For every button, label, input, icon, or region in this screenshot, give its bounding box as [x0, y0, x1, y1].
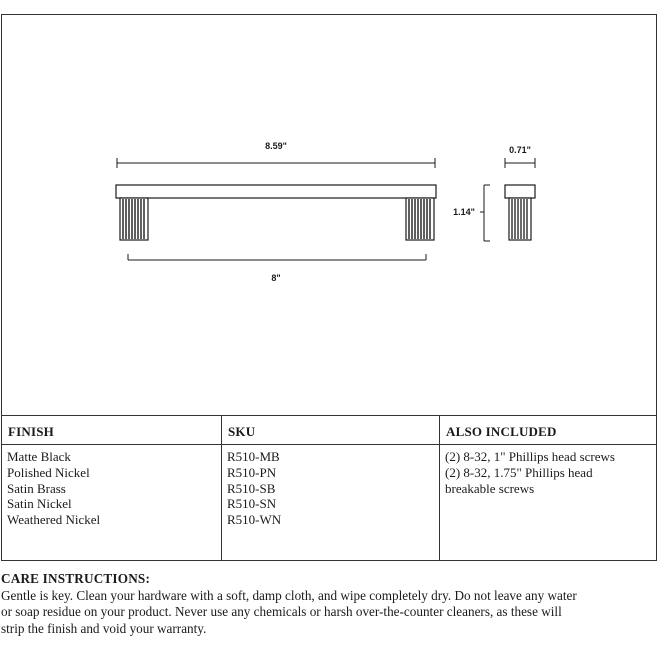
- width-dimension: [505, 158, 535, 168]
- technical-drawing: [2, 15, 658, 415]
- finish-header: FINISH: [2, 416, 221, 445]
- care-instructions: [1, 571, 651, 637]
- included-column: [439, 416, 656, 561]
- included-item: (2) 8-32, 1.75" Phillips head: [445, 464, 593, 480]
- sku-item: R510-MB: [227, 449, 280, 464]
- center-to-center-label: 8": [271, 273, 281, 283]
- included-item: (2) 8-32, 1" Phillips head screws: [445, 449, 615, 464]
- sku-item: R510-SN: [227, 496, 277, 512]
- care-line: strip the finish and void your warranty.: [1, 620, 207, 636]
- height-label: 1.14": [453, 207, 475, 217]
- handle-front-view: [116, 185, 436, 240]
- spec-sheet-frame: [1, 14, 657, 561]
- included-header: ALSO INCLUDED: [440, 416, 656, 445]
- finish-column: [2, 416, 221, 561]
- finish-item: Weathered Nickel: [7, 512, 101, 528]
- sku-column: [221, 416, 439, 561]
- care-title: CARE INSTRUCTIONS:: [1, 571, 151, 586]
- sku-item: R510-WN: [227, 512, 282, 528]
- sku-header: SKU: [222, 416, 439, 445]
- finish-item: Satin Nickel: [7, 496, 72, 512]
- included-item: breakable screws: [445, 480, 535, 496]
- sku-item: R510-SB: [227, 480, 276, 496]
- care-line: Gentle is key. Clean your hardware with a soft, damp cloth, and wipe completely dry. Do not leave any water: [1, 587, 577, 603]
- care-line: or soap residue on your product. Never use any chemicals or harsh over-the-counter cleaners, as these will: [1, 604, 562, 620]
- finish-item: Matte Black: [7, 449, 71, 464]
- handle-side-view: [505, 185, 535, 240]
- sku-item: R510-PN: [227, 464, 277, 480]
- finish-item: Satin Brass: [7, 480, 66, 496]
- overall-length-dimension: [117, 158, 435, 168]
- center-to-center-dimension: [128, 254, 426, 260]
- finish-item: Polished Nickel: [7, 464, 90, 480]
- width-label: 0.71": [509, 145, 531, 155]
- specs-table: [2, 415, 656, 561]
- height-dimension: [480, 185, 490, 241]
- overall-length-label: 8.59": [265, 141, 287, 151]
